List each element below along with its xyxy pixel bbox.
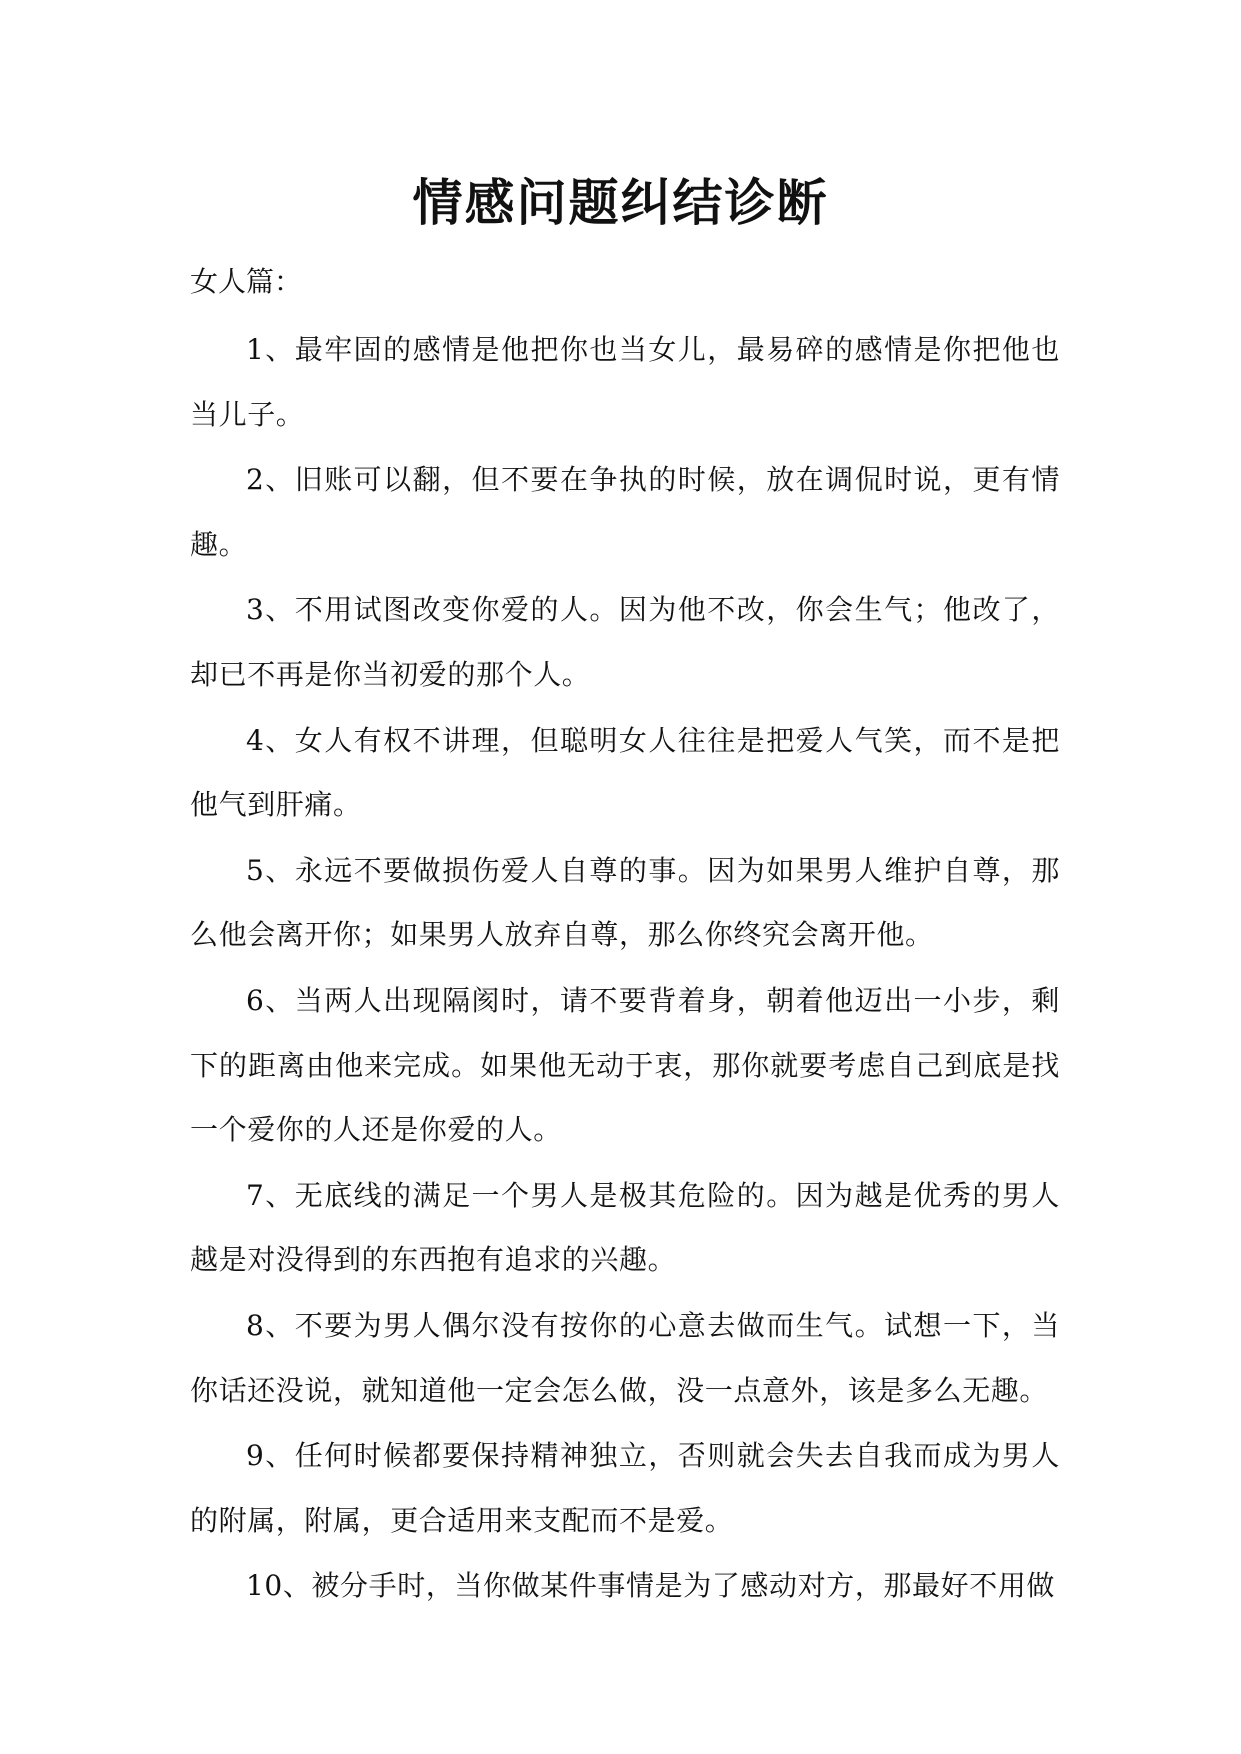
paragraph-4: 4、女人有权不讲理，但聪明女人往往是把爱人气笑，而不是把他气到肝痛。 bbox=[190, 723, 1060, 822]
paragraph-9: 9、任何时候都要保持精神独立，否则就会失去自我而成为男人的附属，附属，更合适用来支配而不是爱。 bbox=[190, 1439, 1060, 1537]
paragraph-7: 7、无底线的满足一个男人是极其危险的。因为越是优秀的男人越是对没得到的东西抱有追求的兴趣。 bbox=[190, 1178, 1060, 1277]
paragraph-10: 10、被分手时，当你做某件事情是为了感动对方，那最好不用做 bbox=[246, 1569, 1056, 1603]
paragraph-8: 8、不要为男人偶尔没有按你的心意去做而生气。试想一下，当你话还没说，就知道他一定会怎么做，没一点意外，该是多么无趣。 bbox=[190, 1308, 1060, 1407]
paragraph-3: 3、不用试图改变你爱的人。因为他不改，你会生气；他改了，却已不再是你当初爱的那个人。 bbox=[190, 593, 1060, 691]
document-title: 情感问题纠结诊断 bbox=[412, 173, 829, 232]
section-label: 女人篇： bbox=[190, 265, 303, 298]
document-body bbox=[190, 318, 1060, 1620]
paragraph-6: 6、当两人出现隔阂时，请不要背着身，朝着他迈出一小步，剩下的距离由他来完成。如果他无动于衷，那你就要考虑自己到底是找一个爱你的人还是你爱的人。 bbox=[190, 983, 1060, 1147]
paragraph-5: 5、永远不要做损伤爱人自尊的事。因为如果男人维护自尊，那么他会离开你；如果男人放弃自尊，那么你终究会离开他。 bbox=[190, 853, 1060, 952]
paragraph-1: 1、最牢固的感情是他把你也当女儿，最易碎的感情是你把他也当儿子。 bbox=[190, 333, 1060, 431]
paragraph-2: 2、旧账可以翻，但不要在争执的时候，放在调侃时说，更有情趣。 bbox=[190, 463, 1060, 561]
